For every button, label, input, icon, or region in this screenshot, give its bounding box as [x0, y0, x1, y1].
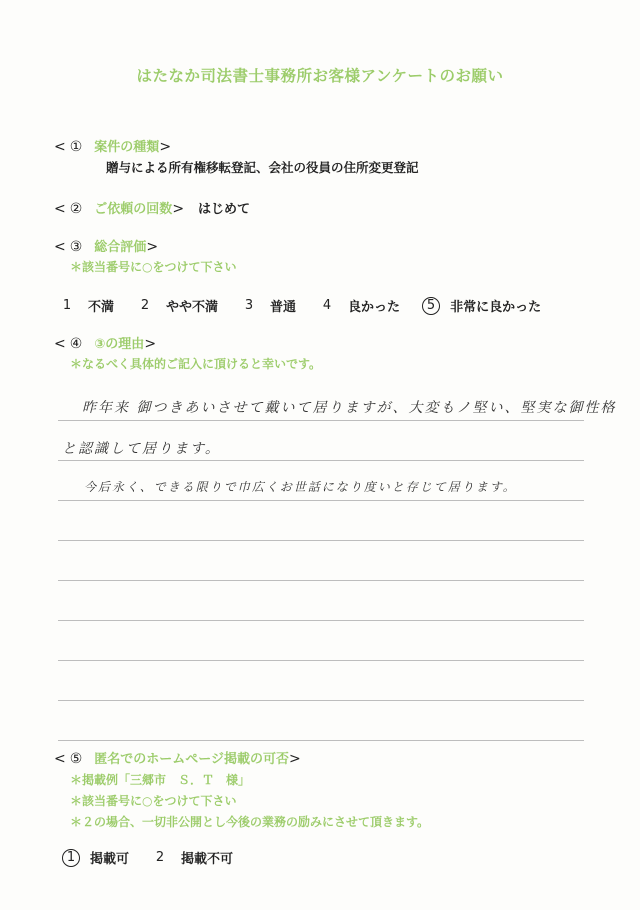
option-number: 4: [322, 297, 332, 313]
question-5-note-example: ＊掲載例「三郷市 Ｓ．Ｔ 様」: [70, 773, 251, 787]
bracket-open: <: [54, 751, 66, 767]
survey-title: はたなか司法書士事務所お客様アンケートのお願い: [136, 67, 504, 85]
rating-option-1[interactable]: [58, 296, 114, 315]
question-2-answer: はじめて: [198, 202, 251, 217]
question-label: ③の理由: [94, 337, 145, 352]
question-1-heading: [54, 136, 171, 155]
bracket-close: >: [289, 751, 301, 767]
question-number: ②: [69, 201, 83, 217]
handwritten-line-2: と認識して居ります。: [62, 441, 221, 457]
question-4-heading: [54, 333, 156, 352]
option-label: 普通: [270, 300, 297, 315]
publish-options: [62, 848, 255, 867]
answer-rule: [58, 460, 584, 461]
bracket-close: >: [144, 336, 157, 352]
question-3-note: ＊該当番号に○をつけて下さい: [70, 260, 237, 274]
question-4-note: ＊なるべく具体的ご記入に頂けると幸いです。: [70, 357, 322, 371]
option-number-circled: 1: [62, 849, 80, 867]
option-number: 2: [140, 297, 150, 313]
bracket-close: >: [146, 239, 159, 255]
answer-rule: [58, 700, 584, 701]
question-label: 総合評価: [94, 240, 147, 255]
question-number: ③: [69, 239, 83, 255]
question-label: 匿名でのホームページ掲載の可否: [94, 752, 290, 767]
answer-rule: [58, 420, 584, 421]
bracket-open: <: [54, 239, 66, 255]
question-label: ご依頼の回数: [94, 202, 173, 217]
bracket-close: >: [172, 201, 185, 217]
question-5-note-circle: ＊該当番号に○をつけて下さい: [70, 794, 237, 808]
option-number: 1: [62, 297, 72, 313]
option-label: 不満: [88, 300, 115, 315]
question-number: ①: [69, 139, 83, 155]
question-label: 案件の種類: [94, 140, 160, 155]
question-1-answer: 贈与による所有権移転登記、会社の役員の住所変更登記: [106, 160, 419, 175]
option-label: 良かった: [348, 300, 401, 315]
option-label: 掲載不可: [181, 852, 234, 867]
publish-option-2[interactable]: [151, 848, 233, 867]
handwritten-line-1: 昨年来 御つきあいさせて戴いて居りますが、大変もノ堅い、堅実な御性格: [82, 400, 617, 416]
bracket-close: >: [159, 139, 172, 155]
question-number: ④: [69, 336, 83, 352]
answer-rule: [58, 740, 584, 741]
option-number-circled: 5: [422, 297, 440, 315]
handwritten-line-3: 今后永く、できる限りで巾広くお世話になり度いと存じて居ります。: [84, 480, 517, 494]
rating-option-2[interactable]: [136, 296, 218, 315]
answer-rule: [58, 540, 584, 541]
option-label: 掲載可: [90, 852, 130, 867]
question-3-heading: [54, 236, 158, 255]
question-5-note-private: ＊２の場合、一切非公開とし今後の業務の励みにさせて頂きます。: [70, 815, 430, 829]
bracket-open: <: [54, 336, 66, 352]
bracket-open: <: [54, 201, 66, 217]
answer-rule: [58, 620, 584, 621]
publish-option-1[interactable]: [62, 848, 129, 867]
rating-option-3[interactable]: [240, 296, 296, 315]
option-label: やや不満: [166, 300, 219, 315]
question-number: ⑤: [69, 751, 83, 767]
question-2-heading: [54, 198, 250, 217]
rating-option-4[interactable]: [318, 296, 400, 315]
option-label: 非常に良かった: [450, 300, 542, 315]
answer-rule: [58, 500, 584, 501]
option-number: 2: [155, 849, 165, 865]
answer-rule: [58, 580, 584, 581]
rating-options: [58, 296, 563, 315]
rating-option-5[interactable]: [422, 296, 541, 315]
answer-rule: [58, 660, 584, 661]
option-number: 3: [244, 297, 254, 313]
question-5-heading: [54, 748, 301, 767]
bracket-open: <: [54, 139, 66, 155]
